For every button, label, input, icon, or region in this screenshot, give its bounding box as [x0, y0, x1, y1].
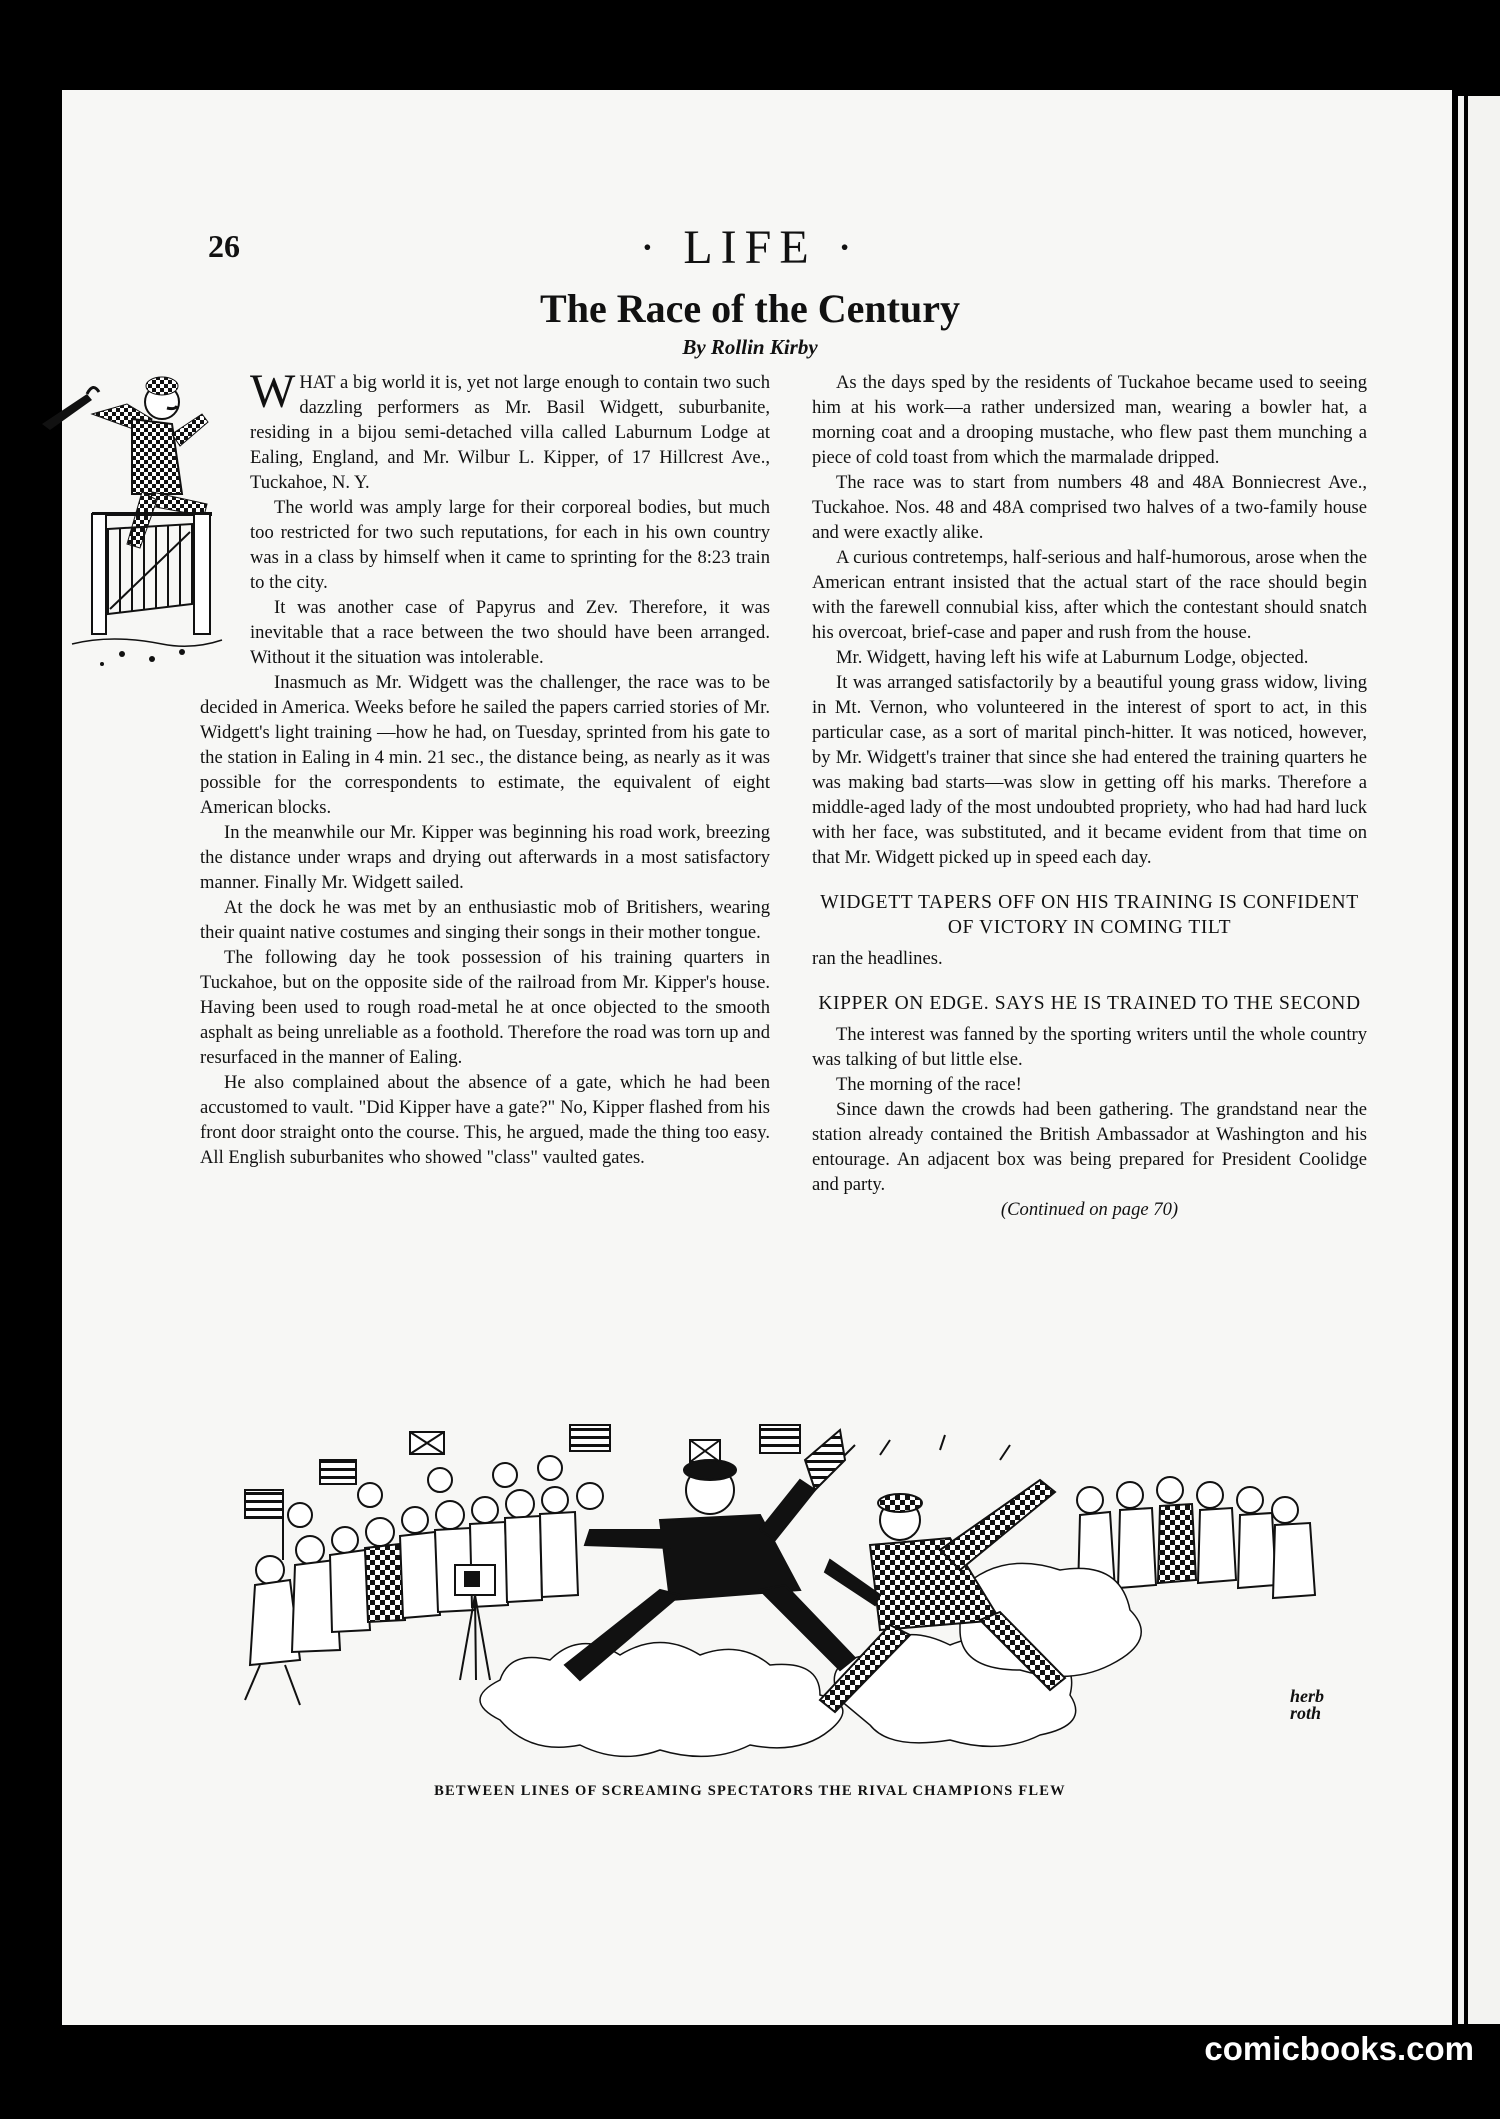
paragraph: It was another case of Papyrus and Zev. Therefore, it was inevitable that a race between the two should have been arranged. Without it the situation was intolerable.	[250, 597, 770, 668]
paragraph: It was arranged satisfactorily by a beautiful young grass widow, living in Mt. Vernon, who volunteered in the interest of sport to act, in this particular case, as a sort of marital pinch-hitter. It was noticed, however, by Mr. Widgett's trainer that since she had entered the training quarters he was making bad starts—was slow in getting off his marks. Therefore a middle-aged lady of the most undoubted propriety, who had had hard luck with her face, was substituted, and it became evident from that time on that Mr. Widgett picked up in speed each day.	[812, 672, 1367, 868]
paragraph: The morning of the race!	[836, 1074, 1022, 1095]
paragraph: The race was to start from numbers 48 and 48A Bonniecrest Ave., Tuckahoe. Nos. 48 and 48A comprised two halves of a two-family house and were exactly alike.	[812, 472, 1367, 543]
paragraph: The interest was fanned by the sporting writers until the whole country was talking of but little else.	[812, 1024, 1367, 1070]
paragraph: At the dock he was met by an enthusiastic mob of Britishers, wearing their quaint native costumes and singing their songs in their mother tongue.	[200, 897, 770, 943]
paragraph: In the meanwhile our Mr. Kipper was beginning his road work, breezing the distance under wraps and drying out afterwards in a most satisfactory manner. Finally Mr. Widgett sailed.	[200, 822, 770, 893]
illustration-caption: BETWEEN LINES OF SCREAMING SPECTATORS THE RIVAL CHAMPIONS FLEW	[434, 1783, 1066, 1799]
newspaper-headline: WIDGETT TAPERS OFF ON HIS TRAINING IS CONFIDENT OF VICTORY IN COMING TILT	[820, 892, 1359, 938]
paragraph: Inasmuch as Mr. Widgett was the challenger, the race was to be decided in America. Weeks before he sailed the papers carried stories of Mr. Widgett's light training —how he had, on Tuesday, sprinted from his gate to the station in Ealing in 4 min. 21 sec., the distance being, as nearly as it was possible for the correspondents to estimate, the equivalent of eight American blocks.	[200, 672, 770, 818]
site-watermark: comicbooks.com	[1204, 2030, 1474, 2067]
newspaper-headline: KIPPER ON EDGE. SAYS HE IS TRAINED TO THE SECOND	[818, 993, 1361, 1014]
byline: By Rollin Kirby	[682, 335, 818, 359]
paragraph: The world was amply large for their corporeal bodies, but much too restricted for two such reputations, for each in his own country was in a class by himself when it came to sprinting for the 8:23 train to the city.	[250, 497, 770, 593]
paragraph: Mr. Widgett, having left his wife at Laburnum Lodge, objected.	[836, 647, 1309, 668]
crowd-and-runners-drawing	[240, 1420, 1330, 1760]
article-column-left	[200, 365, 770, 1170]
facing-page-edge	[1458, 96, 1500, 2024]
paragraph: ran the headlines.	[812, 948, 943, 969]
continued-note: (Continued on page 70)	[1000, 1199, 1179, 1220]
page-number: 26	[208, 228, 240, 264]
paragraph: A curious contretemps, half-serious and half-humorous, arose when the American entrant insisted that the actual start of the race should begin with the farewell connubial kiss, after which the contestant should snatch his overcoat, brief-case and paper and rush from the house.	[812, 547, 1367, 643]
paragraph: As the days sped by the residents of Tuckahoe became used to seeing him at his work—a rather undersized man, wearing a bowler hat, a morning coat and a drooping mustache, who flew past them munching a piece of cold toast from which the marmalade dripped.	[812, 372, 1367, 468]
drop-cap: W	[250, 365, 296, 418]
paragraph: Since dawn the crowds had been gathering. The grandstand near the station already contained the British Ambassador at Washington and his entourage. An adjacent box was being prepared for President Coolidge and party.	[812, 1099, 1367, 1195]
artist-signature: herb roth	[1290, 1686, 1325, 1723]
gate-vaulter-drawing	[32, 364, 232, 684]
paragraph: He also complained about the absence of a gate, which he had been accustomed to vault. "Did Kipper have a gate?" No, Kipper flashed from his front door straight onto the course. This, he argued, made the thing too easy. All English suburbanites who showed "class" vaulted gates.	[200, 1072, 770, 1168]
gate-vaulter-illustration	[72, 364, 240, 684]
article-title: The Race of the Century	[540, 286, 960, 331]
article-column-right	[812, 370, 1367, 1222]
race-illustration	[240, 1420, 1330, 1760]
masthead: · LIFE ·	[639, 221, 861, 274]
paragraph: The following day he took possession of his training quarters in Tuckahoe, but on the opposite side of the railroad from Mr. Kipper's house. Having been used to rough road-metal he at once objected to the smooth asphalt as being unreliable as a foothold. Therefore the road was torn up and resurfaced in the manner of Ealing.	[200, 947, 770, 1068]
intro-paragraph: WHAT a big world it is, yet not large enough to contain two such dazzling performers as Mr. Basil Widgett, suburbanite, residing in a bijou semi-detached villa called Laburnum Lodge at Ealing, England, and Mr. Wilbur L. Kipper, of 17 Hillcrest Ave., Tuckahoe, N. Y.	[250, 365, 770, 493]
